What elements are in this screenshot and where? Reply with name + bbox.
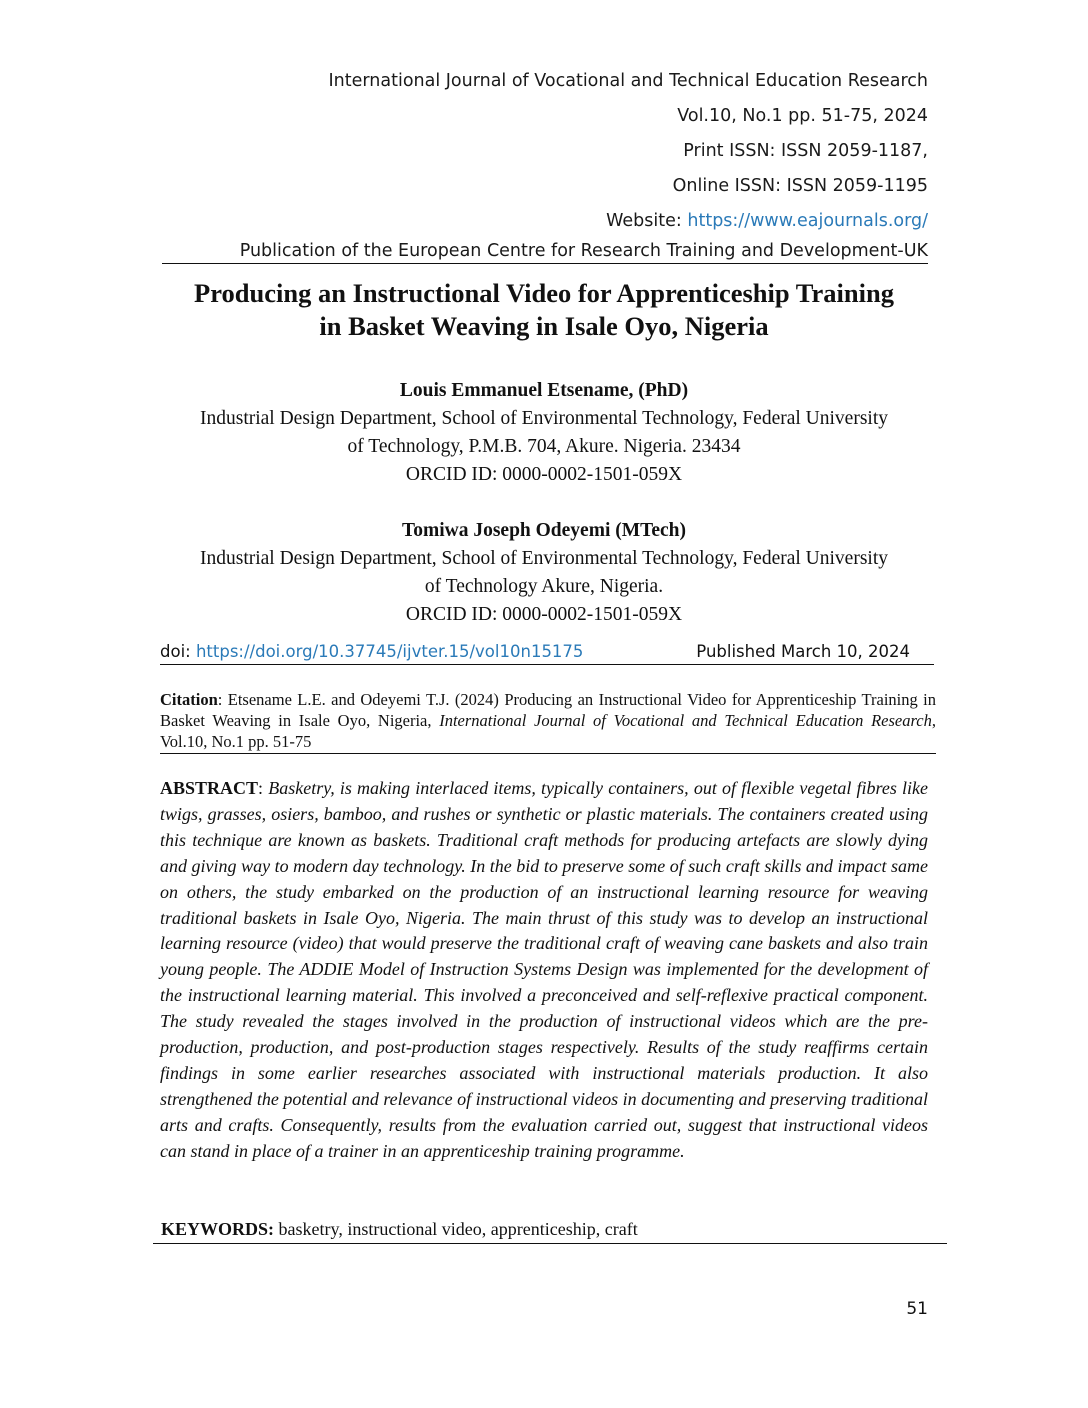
title-line-2: in Basket Weaving in Isale Oyo, Nigeria: [319, 311, 769, 341]
citation: [160, 689, 936, 754]
keywords-label: KEYWORDS:: [161, 1219, 275, 1239]
abstract-body: Basketry, is making interlaced items, typically containers, out of flexible vegetal fibres like twigs, grasses, osiers, bamboo, and rushes or synthetic or plastic materials. The containers created using this technique are known as baskets. Traditional craft methods for producing artefacts are slowly dying and giving way to modern day technology. In the bid to preserve some of such craft skills and impact same on others, the study embarked on the production of an instructional learning resource for weaving traditional baskets in Isale Oyo, Nigeria. The main thrust of this study was to develop an instructional learning resource (video) that would preserve the traditional craft of weaving cane baskets and also train young people. The ADDIE Model of Instruction Systems Design was implemented for the development of the instructional learning material. This involved a preconceived and self-reflexive practical component. The study revealed the stages involved in the production of instructional videos which are the pre-production, production, and post-production stages respectively. Results of the study reaffirms certain findings in some earlier researches associated with instructional materials production. It also strengthened the potential and relevance of instructional videos in documenting and preserving traditional arts and crafts. Consequently, results from the evaluation carried out, suggest that instructional videos can stand in place of a trainer in an apprenticeship training programme.: [160, 778, 928, 1161]
author-orcid: ORCID ID: 0000-0002-1501-059X: [405, 604, 683, 625]
citation-label: Citation: [160, 690, 218, 709]
author-affiliation: Industrial Design Department, School of Environmental Technology, Federal University: [199, 548, 889, 569]
author-orcid: ORCID ID: 0000-0002-1501-059X: [405, 464, 683, 485]
abstract-label: ABSTRACT: [160, 778, 259, 798]
keywords-text: basketry, instructional video, apprenticeship, craft: [274, 1219, 638, 1239]
print-issn: Print ISSN: ISSN 2059-1187,: [683, 141, 928, 161]
volume-info: Vol.10, No.1 pp. 51-75, 2024: [677, 106, 928, 126]
author-block-1: [120, 377, 968, 489]
citation-journal: International Journal of Vocational and Technical Education Research: [439, 711, 932, 730]
author-name: Louis Emmanuel Etsename, (PhD): [399, 380, 689, 401]
online-issn: Online ISSN: ISSN 2059-1195: [672, 176, 928, 196]
author-name: Tomiwa Joseph Odeyemi (MTech): [401, 520, 687, 541]
author-affiliation: Industrial Design Department, School of Environmental Technology, Federal University: [199, 408, 889, 429]
publisher-line: Publication of the European Centre for Research Training and Development-UK: [162, 239, 928, 264]
doi-label: doi:: [160, 642, 196, 661]
doi-line: [160, 640, 934, 665]
author-affiliation: of Technology, P.M.B. 704, Akure. Nigeria. 23434: [347, 436, 741, 457]
website-label: Website:: [606, 211, 688, 231]
abstract: [160, 776, 928, 1165]
author-block-2: [120, 517, 968, 629]
doi-link[interactable]: https://doi.org/10.37745/ijvter.15/vol10n15175: [195, 642, 584, 661]
abstract-separator: :: [258, 778, 269, 798]
page-number: 51: [906, 1299, 928, 1319]
keywords: [153, 1216, 947, 1244]
website-line: [329, 204, 928, 239]
published-date: Published March 10, 2024: [696, 642, 910, 661]
author-affiliation: of Technology Akure, Nigeria.: [424, 576, 664, 597]
journal-name: International Journal of Vocational and Technical Education Research: [328, 71, 928, 91]
paper-title: [120, 277, 968, 343]
citation-text-end: , Vol.10, No.1 pp. 51-75: [160, 711, 937, 751]
website-link[interactable]: https://www.eajournals.org/: [687, 211, 928, 231]
journal-header: [329, 64, 928, 239]
title-line-1: Producing an Instructional Video for Apprenticeship Training: [194, 278, 894, 308]
citation-text: : Etsename L.E. and Odeyemi T.J. (2024) Producing an Instructional Video for Apprenticeship Training in Basket Weaving in Isale Oyo, Nigeria,: [160, 690, 936, 730]
